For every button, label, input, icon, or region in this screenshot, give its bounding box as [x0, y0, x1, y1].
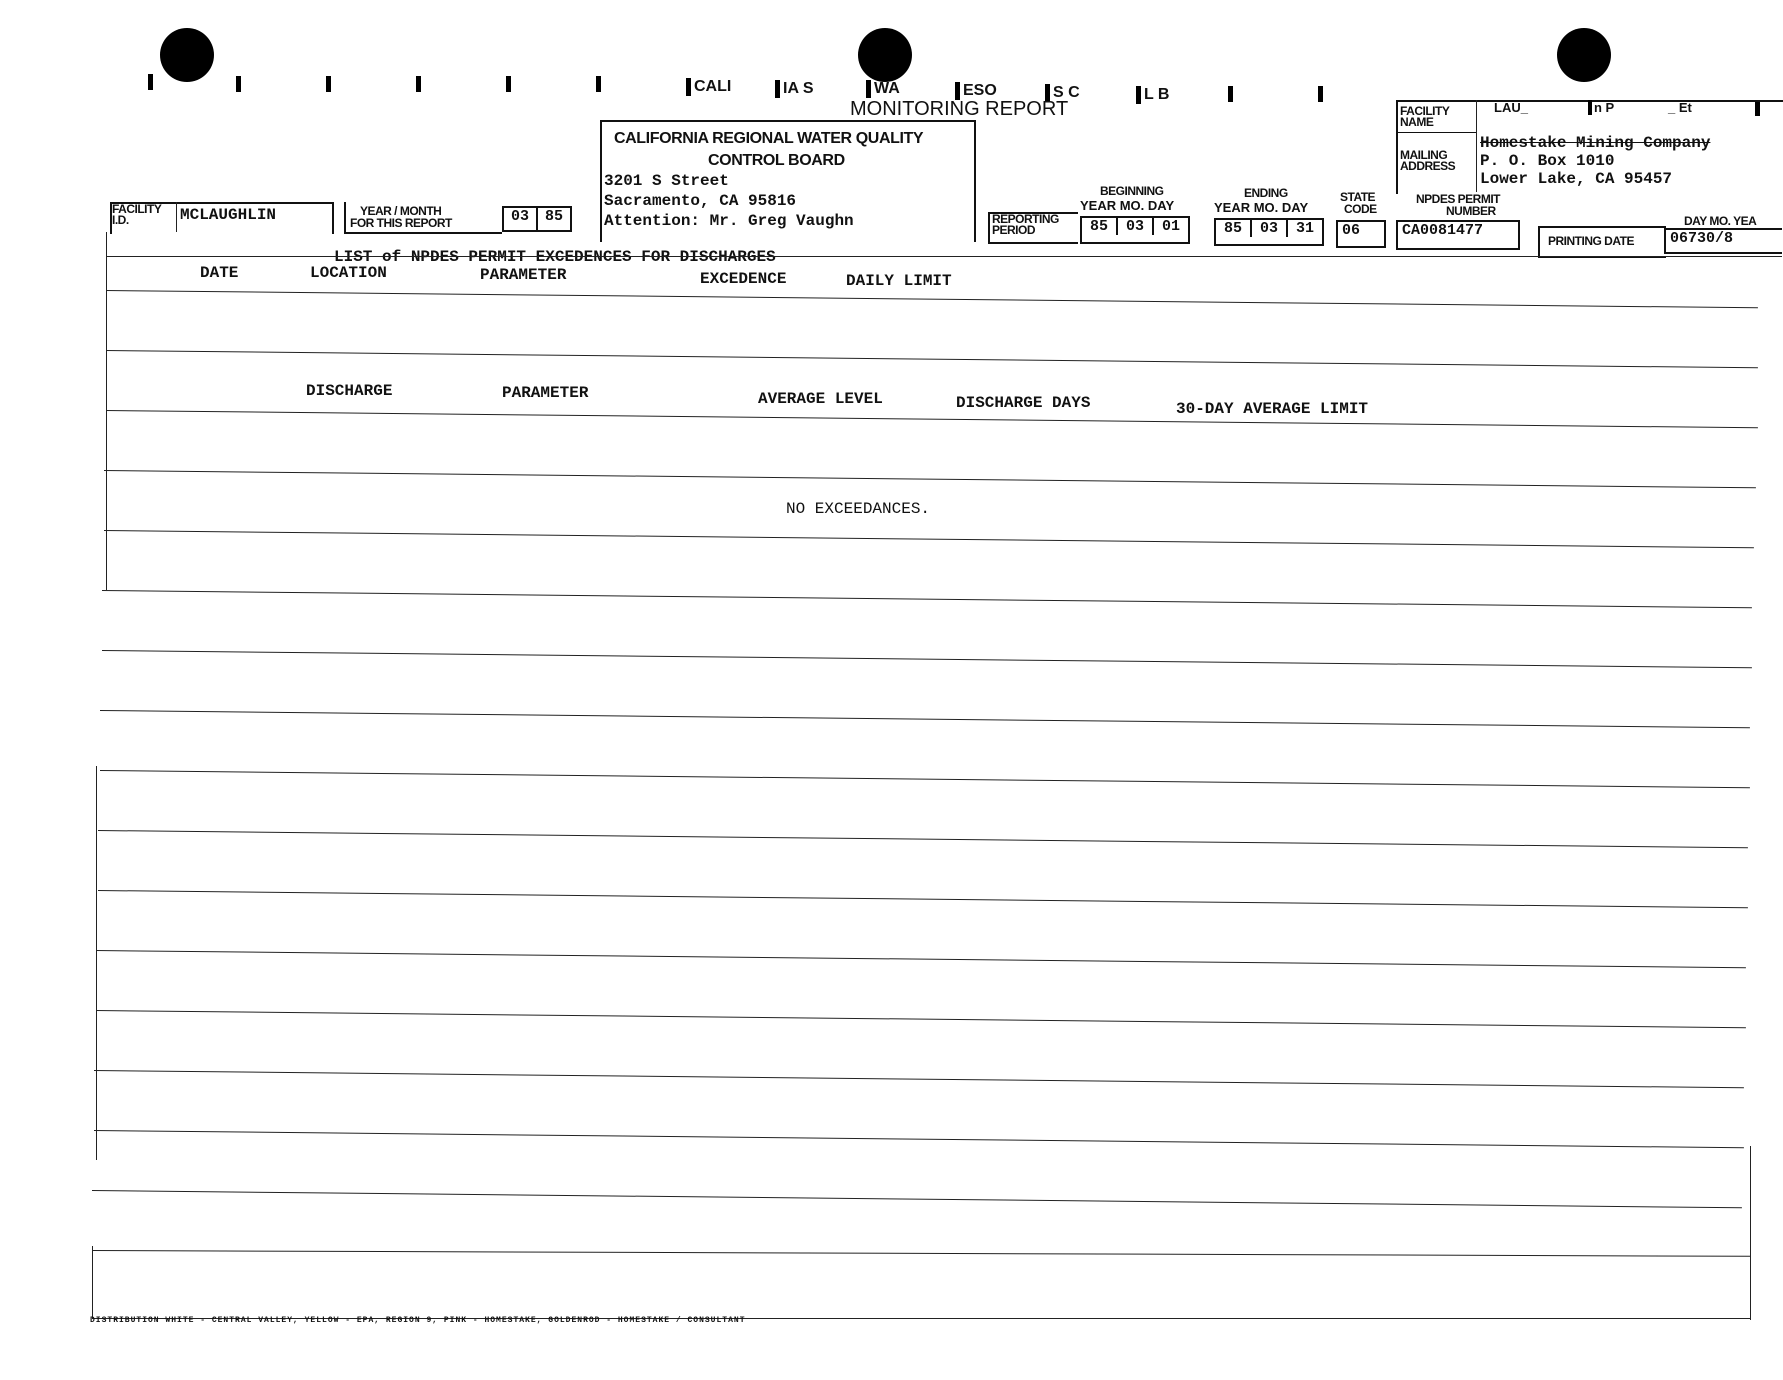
ruled-line	[106, 290, 1758, 308]
report-month-value: 03	[502, 206, 538, 232]
ending-label: ENDING	[1244, 186, 1288, 200]
ending-year: 85	[1216, 220, 1252, 237]
feed-tick	[506, 76, 511, 92]
board-name: CALIFORNIA REGIONAL WATER QUALITY	[614, 130, 924, 147]
board-address: 3201 S Street	[604, 172, 729, 190]
header-fragment: L B	[1136, 86, 1169, 104]
table2-column-header: 30-DAY AVERAGE LIMIT	[1176, 400, 1369, 418]
header-fragment: WA	[866, 80, 900, 98]
ruled-line	[100, 770, 1750, 788]
permit-label: NPDES PERMIT	[1416, 192, 1501, 206]
ending-month: 03	[1252, 220, 1288, 237]
facility-id-divider	[176, 202, 177, 232]
ending-day: 31	[1295, 220, 1314, 237]
beginning-label: BEGINNING	[1100, 184, 1164, 198]
facility-id-value: MCLAUGHLIN	[180, 206, 277, 224]
ruled-line	[106, 256, 1782, 257]
punch-hole-left	[160, 28, 214, 82]
feed-tick	[326, 76, 331, 92]
day-mo-label: DAY MO. YEA	[1684, 214, 1757, 228]
mailing-address-label: MAILING ADDRESS	[1400, 148, 1456, 173]
table1-column-header: DAILY LIMIT	[846, 272, 952, 290]
form-left-border	[92, 1246, 93, 1318]
table2-column-header: AVERAGE LEVEL	[758, 390, 883, 408]
distribution-footer: DISTRIBUTION WHITE - CENTRAL VALLEY, YELLOW - EPA, REGION 9, PINK - HOMESTAKE, GOLDENROD - HOMESTAKE / CONSULTANT	[90, 1316, 746, 1325]
ruled-line	[92, 1250, 1750, 1257]
ruled-line	[106, 350, 1758, 368]
feed-tick	[236, 76, 241, 92]
ruled-line	[104, 470, 1756, 488]
punch-hole-center	[858, 28, 912, 82]
facility-name-fragment: LAU_	[1494, 100, 1528, 115]
ruled-line	[92, 1190, 1742, 1208]
board-attention: Attention: Mr. Greg Vaughn	[604, 212, 854, 230]
beginning-sublabel: YEAR MO. DAY	[1080, 198, 1175, 213]
no-exceedances-message: NO EXCEEDANCES.	[786, 500, 931, 518]
facility-address: Lower Lake, CA 95457	[1480, 170, 1673, 188]
table2-column-header: DISCHARGE	[306, 382, 393, 400]
state-code-value: 06	[1336, 220, 1386, 248]
facility-name-fragment: _ Et	[1668, 100, 1692, 115]
header-fragment: IA S	[775, 80, 814, 98]
form-right-border	[1750, 1146, 1751, 1320]
ruled-line	[102, 650, 1752, 668]
header-fragment: CALI	[686, 78, 731, 96]
permit-label: NUMBER	[1446, 204, 1496, 218]
facility-company: Homestake Mining Company	[1480, 134, 1711, 152]
ruled-line	[96, 950, 1746, 968]
facility-box-divider	[1396, 132, 1476, 133]
report-title: MONITORING REPORT	[850, 98, 1069, 120]
table1-title: LIST of NPDES PERMIT EXCEDENCES FOR DISCHARGES	[334, 248, 776, 266]
beginning-day: 01	[1161, 218, 1180, 235]
reporting-period-label: REPORTING PERIOD	[992, 212, 1059, 237]
facility-name-label: FACILITY NAME	[1400, 104, 1450, 129]
facility-address: P. O. Box 1010	[1480, 152, 1615, 170]
table1-column-header: LOCATION	[310, 264, 387, 282]
permit-number-value: CA0081477	[1396, 220, 1520, 250]
ending-sublabel: YEAR MO. DAY	[1214, 200, 1309, 215]
ruled-line	[96, 1010, 1746, 1028]
header-fragment: S C	[1045, 84, 1080, 102]
ruled-line	[98, 890, 1748, 908]
facility-id-label: FACILITY I.D.	[112, 202, 162, 227]
feed-tick	[596, 76, 601, 92]
ruled-line	[94, 1130, 1744, 1148]
punch-hole-right	[1557, 28, 1611, 82]
facility-box-vdivider	[1476, 100, 1477, 192]
feed-tick	[1228, 86, 1233, 102]
header-fragment: ESO	[955, 82, 997, 100]
table1-column-header: PARAMETER	[480, 266, 567, 284]
table2-column-header: PARAMETER	[502, 384, 589, 402]
ruled-line	[104, 530, 1754, 548]
table1-column-header: DATE	[200, 264, 239, 282]
ruled-line	[106, 410, 1758, 428]
feed-tick	[148, 74, 153, 90]
year-month-label: FOR THIS REPORT	[350, 216, 452, 230]
beginning-month: 03	[1118, 218, 1154, 235]
board-address: Sacramento, CA 95816	[604, 192, 797, 210]
ending-date	[1214, 218, 1324, 246]
feed-tick	[1318, 86, 1323, 102]
ruled-line	[98, 830, 1748, 848]
ruled-line	[94, 1070, 1744, 1088]
printing-date-value: 06730/8	[1664, 228, 1782, 254]
facility-name-fragment: n P	[1588, 100, 1614, 115]
feed-tick	[416, 76, 421, 92]
table2-column-header: DISCHARGE DAYS	[956, 394, 1091, 412]
beginning-year: 85	[1082, 218, 1118, 235]
state-code-label: CODE	[1344, 202, 1377, 216]
form-left-border	[96, 766, 97, 1160]
beginning-date	[1080, 216, 1190, 244]
state-code-label: STATE	[1340, 190, 1376, 204]
table1-column-header: EXCEDENCE	[700, 270, 787, 288]
board-name: CONTROL BOARD	[708, 152, 845, 169]
report-year-value: 85	[536, 206, 572, 232]
ruled-line	[102, 590, 1752, 608]
ruled-line	[100, 710, 1750, 728]
printing-date-label: PRINTING DATE	[1548, 234, 1634, 248]
year-month-label: YEAR / MONTH	[360, 204, 442, 218]
